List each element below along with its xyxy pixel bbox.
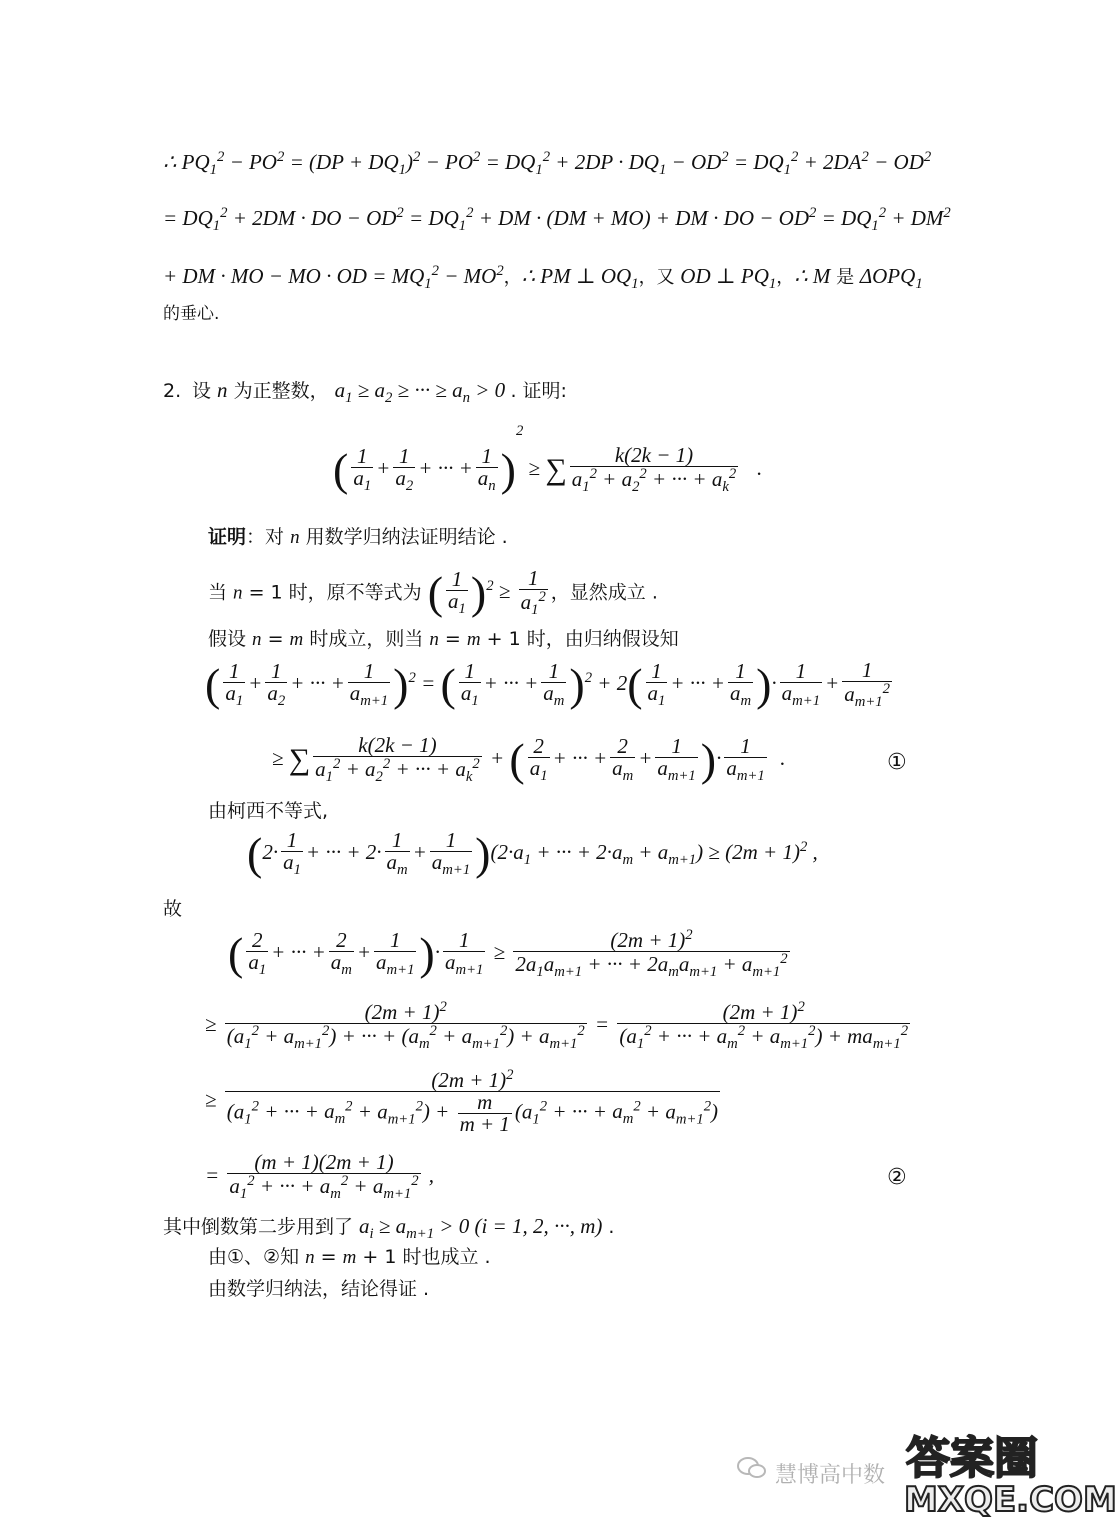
- proof-intro-text: ：对 n 用数学归纳法证明结论 .: [246, 526, 508, 548]
- cauchy-label: 由柯西不等式,: [208, 800, 329, 822]
- top-line-1: ∴ $PQ_1^2 - PO^2 = (DP + DQ_1)^2 - PO^2 = DQ_1^2 + 2DP \cdot DQ_1 - OD^2 = DQ_1^2 + 2DA^2 - OD^2$: [163, 149, 932, 179]
- hence-step-1: ( $\frac{2}{a_1}$ + ··· + $\frac{2}{a_m}$ + $\frac{1}{a_{m+1}}$ )· $\frac{1}{a_{m+1}}$ ≥ $\frac{(2m + 1)^2}{2a_1a_{m+1} + \cdot\cdot\cdot + 2a_ma_{m+1} + a_{m+1}^2}$: [228, 927, 788, 981]
- hence-label: 故: [163, 898, 183, 920]
- base-case: 当 n = 1 时，原不等式为 ( $\frac{1}{a_1}$ )$^2$ ≥ $\frac{1}{a_1^2}$ ，显然成立 .: [208, 566, 658, 619]
- induction-step-1: ( $\frac{1}{a_1}$ + $\frac{1}{a_2}$ + ··· + $\frac{1}{a_{m+1}}$ )$^2$ = ( $\frac{1}{a_1}$ + ··· + $\frac{1}{a_m}$ )$^2$ + 2( $\frac{1}{a_1}$ + ··· + $\frac{1}{a_m}$ )· $\frac{1}{a_{m+1}}$ + $\frac{1}{a_{m+1}^2}$: [205, 658, 890, 711]
- induction-step-2: ≥ ∑ $\frac{k(2k - 1)}{a_1^2 + a_2^2 + \cdot\cdot\cdot + a_k^2}$ + ( $\frac{2}{a_1}$ + ··· + $\frac{2}{a_m}$ + $\frac{1}{a_{m+1}}$ )· $\frac{1}{a_{m+1}}$ .: [272, 733, 786, 786]
- proof-intro: [208, 528, 508, 547]
- note-line: 其中倒数第二步用到了 $a_i \ge a_{m+1} > 0$ (i = 1, 2, ···, m) .: [163, 1214, 615, 1243]
- top-line-4: 的垂心.: [163, 304, 220, 324]
- watermark-text: 慧博高中数: [775, 1463, 886, 1488]
- hence-step-4: = $\frac{(m + 1)(2m + 1)}{a_1^2 + \cdot\cdot\cdot + a_m^2 + a_{m+1}^2}$ ,: [205, 1150, 435, 1203]
- conclusion: 由数学归纳法，结论得证 .: [208, 1278, 430, 1300]
- proof-label: 证明: [208, 526, 247, 548]
- main-inequality: ( $\frac{1}{a_1}$ + $\frac{1}{a_2}$ + ··· + $\frac{1}{a_n}$ )$^2$ ≥ ∑ $\frac{k(2k - 1)}{a_1^2 + a_2^2 + \cdot\cdot\cdot + a_k^2}$ .: [333, 423, 763, 496]
- cauchy-inequality: (2· $\frac{1}{a_1}$ + ··· + 2· $\frac{1}{a_m}$ + $\frac{1}{a_{m+1}}$ )($2\cdot a_1$ + ··· + $2\cdot a_m + a_{m+1}) \ge (2m + 1)^2$ ,: [247, 827, 818, 879]
- top-line-3: + DM · MO − MO · OD = $MQ_1^2 - MO^2$，∴ PM ⊥ $OQ_1$，又 OD ⊥ $PQ_1$，∴ M 是 $\Delta OPQ_1$: [163, 263, 923, 293]
- marker-one: ①: [887, 750, 907, 775]
- wechat-icon: [737, 1456, 767, 1480]
- hence-step-2: ≥ $\frac{(2m + 1)^2}{(a_1^2 + a_{m+1}^2) + \cdot\cdot\cdot + (a_m^2 + a_{m+1}^2) + a_{m+1}^2}$ = $\frac{(2m + 1)^2}{(a_1^2 + \cdot\cdot\cdot + a_m^2 + a_{m+1}^2) + ma_{m+1}^2}$: [205, 999, 909, 1053]
- answer-logo-bottom: MXQE.COM: [904, 1480, 1117, 1520]
- marker-two: ②: [887, 1165, 907, 1190]
- top-line-2: = $DQ_1^2 + 2DM$ · DO − $OD^2 = DQ_1^2$ + DM · (DM + MO) + DM · DO − $OD^2 = DQ_1^2 + DM^2$: [163, 205, 951, 235]
- answer-logo-top: 答案圈: [906, 1433, 1038, 1484]
- hence-step-3: ≥ $(2m + 1)^2$ ($a_1^2$ + ··· + $a_m^2 + a_{m+1}^2$) + $\frac{m}{m + 1}$ ($a_1^2$ + ··· + $a_m^2 + a_{m+1}^2$): [205, 1067, 719, 1136]
- assumption: 假设 n = m 时成立，则当 n = m + 1 时，由归纳假设知: [208, 628, 679, 650]
- problem-statement: 设 n 为正整数， $a_1 \ge a_2$ ≥ ··· ≥ $a_n > 0$ . 证明:: [192, 378, 567, 407]
- problem-number: 2.: [163, 380, 182, 402]
- answer-logo: [898, 1418, 1117, 1523]
- from-1-2: 由①、②知 n = m + 1 时也成立 .: [208, 1246, 491, 1268]
